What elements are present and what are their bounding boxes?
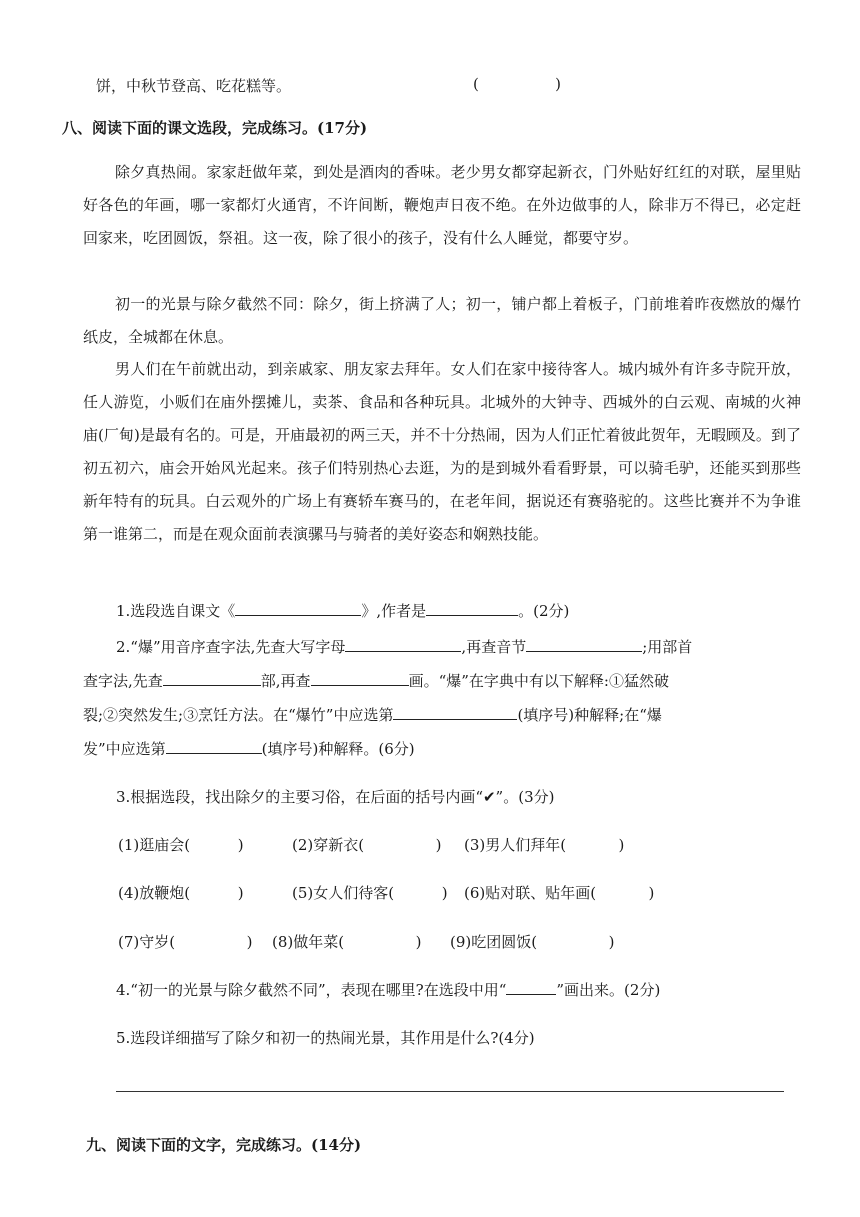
q3-option-9[interactable]: (9)吃团圆饭( )	[450, 933, 615, 951]
q3-option-8[interactable]: (8)做年菜( )	[272, 933, 422, 951]
prev-question-text: 饼，中秋节登高、吃花糕等。	[96, 77, 292, 95]
q3-option-7[interactable]: (7)守岁( )	[118, 933, 253, 951]
q2-blank-baozhu-meaning[interactable]	[393, 704, 517, 720]
question-5: 5.选段详细描写了除夕和初一的热闹光景，其作用是什么?(4分)	[116, 1029, 535, 1047]
question-2-line-2: 查字法,先查 部,再查 画。“爆”在字典中有以下解释:①猛然破	[83, 672, 669, 690]
prev-question-tail	[96, 75, 291, 96]
question-3-prompt: 3.根据选段，找出除夕的主要习俗，在后面的括号内画“✔”。(3分)	[116, 788, 555, 806]
q2-blank-syllable[interactable]	[526, 636, 642, 652]
q5-answer-line[interactable]	[116, 1091, 784, 1092]
q2-blank-strokes[interactable]	[311, 670, 409, 686]
q4-underline-sample	[506, 979, 556, 995]
question-4: 4.“初一的光景与除夕截然不同”，表现在哪里?在选段中用“ ”画出来。(2分)	[116, 981, 661, 999]
question-1: 1.选段选自课文《 》,作者是 。(2分)	[116, 602, 570, 620]
q3-option-1[interactable]: (1)逛庙会( )	[118, 836, 244, 854]
question-2-line-1: 2.“爆”用音序查字法,先查大写字母 ,再查音节 ;用部首	[116, 638, 693, 656]
question-2-line-3: 裂;②突然发生;③烹饪方法。在“爆竹”中应选第 (填序号)种解释;在“爆	[83, 706, 662, 724]
q2-blank-radical[interactable]	[163, 670, 261, 686]
question-2-line-4: 发”中应选第 (填序号)种解释。(6分)	[83, 740, 415, 758]
passage-paragraph-2: 初一的光景与除夕截然不同：除夕，街上挤满了人；初一，铺户都上着板子，门前堆着昨夜燃放的爆竹纸皮，全城都在休息。	[83, 295, 801, 346]
q1-blank-title[interactable]	[235, 600, 361, 616]
q3-option-3[interactable]: (3)男人们拜年( )	[464, 836, 625, 854]
section-8-heading: 八、阅读下面的课文选段，完成练习。(17分)	[62, 119, 368, 137]
q2-blank-baofa-meaning[interactable]	[166, 738, 262, 754]
q3-option-4[interactable]: (4)放鞭炮( )	[118, 884, 244, 902]
q3-option-5[interactable]: (5)女人们待客( )	[292, 884, 448, 902]
q2-blank-capital-letter[interactable]	[345, 636, 461, 652]
passage-paragraph-3: 男人们在午前就出动，到亲戚家、朋友家去拜年。女人们在家中接待客人。城内城外有许多寺院开放，任人游览，小贩们在庙外摆摊儿，卖茶、食品和各种玩具。北城外的大钟寺、西城外的白云观、南城的火神庙(厂甸)是最有名的。可是，开庙最初的两三天，并不十分热闹，因为人们正忙着彼此贺年，无暇顾及。到了初五初六，庙会开始风光起来。孩子们特别热心去逛，为的是到城外看看野景，可以骑毛驴，还能买到那些新年特有的玩具。白云观外的广场上有赛轿车赛马的，在老年间，据说还有赛骆驼的。这些比赛并不为争谁第一谁第二，而是在观众面前表演骡马与骑者的美好姿态和娴熟技能。	[83, 360, 801, 543]
q1-blank-author[interactable]	[426, 600, 518, 616]
prev-question-answer-paren: ( )	[473, 75, 561, 93]
passage-paragraph-1: 除夕真热闹。家家赶做年菜，到处是酒肉的香味。老少男女都穿起新衣，门外贴好红红的对联，屋里贴好各色的年画，哪一家都灯火通宵，不许间断，鞭炮声日夜不绝。在外边做事的人，除非万不得已，必定赶回家来，吃团圆饭，祭祖。这一夜，除了很小的孩子，没有什么人睡觉，都要守岁。	[83, 163, 801, 247]
q3-option-6[interactable]: (6)贴对联、贴年画( )	[464, 884, 655, 902]
q3-option-2[interactable]: (2)穿新衣( )	[292, 836, 442, 854]
section-9-heading: 九、阅读下面的文字，完成练习。(14分)	[86, 1136, 362, 1154]
